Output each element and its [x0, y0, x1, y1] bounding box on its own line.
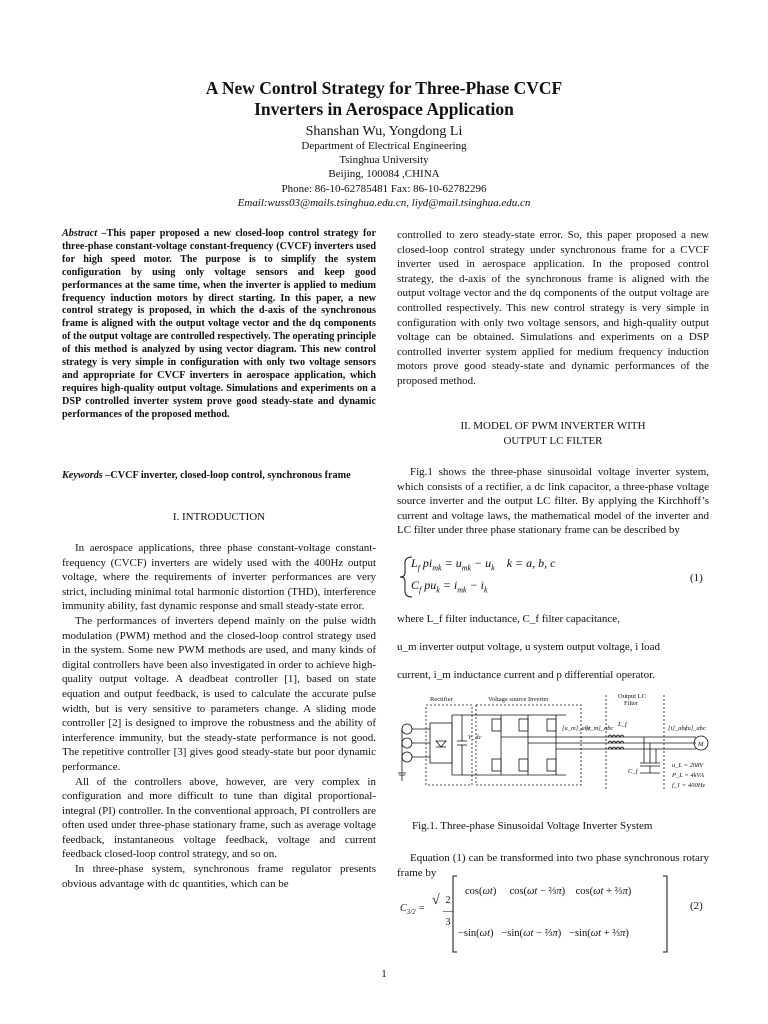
intro-paragraph-4: In three-phase system, synchronous frame regulator presents obvious advantage with dc quantities, which can be — [62, 863, 376, 890]
abstract-text: –This paper proposed a new closed-loop control strategy for three-phase constant-voltage constant-frequency (CVCF) inverters used for high speed motor. The purpose is to simplify the system configuration by using only voltage sensors and keep good performances at the same time, when the inverter is applied to medium frequency induction motors by direct starting. In this paper, a new control strategy is proposed, in which the d-axis of the synchronous frame is aligned with the output voltage vector and the dq components of the output voltage are controlled respectively. The operating principle of this method is analyzed by using vector diagram. This new control strategy is very simple in configuration with only two voltage sensors and appropriate for CVCF inverters in aerospace application, which requires high-quality output voltage. Simulations and experiments on a DSP controlled inverter system prove good steady-state and dynamic performances of the proposed method. — [62, 228, 376, 420]
label-cf: C_f — [628, 768, 638, 775]
university: Tsinghua University — [339, 154, 429, 166]
where-line-2: u_m inverter output voltage, u system output voltage, i load — [397, 641, 661, 653]
label-u: [u]_abc — [685, 725, 706, 732]
phone-fax: Phone: 86-10-62785481 Fax: 86-10-62782296 — [281, 183, 487, 195]
authors: Shanshan Wu, Yongdong Li — [305, 124, 463, 139]
rectifier-bridge — [430, 723, 452, 763]
symbol-definitions — [397, 605, 709, 689]
equation-1-line-2: $C_f$ $pu_k = i_{mk} - i_k$ — [411, 578, 488, 595]
right-paragraph-1: controlled to zero steady-state error. So, this paper proposed a new closed-loop control strategy under synchronous frame for a CVCF inverter used in aerospace application. In the proposed control strategy, the d-axis of the synchronous frame is aligned with the output voltage vector and the dq components of the output voltage are controlled respectively. This new control strategy is very simple in configuration with only two voltage sensors, and high-quality output voltage can be obtained. Simulations and experiments on a DSP controlled inverter system applied for medium frequency induction motors prove good steady-state and dynamic performances of the proposed method. — [397, 229, 709, 387]
spec-voltage: u_L = 208V — [672, 762, 704, 769]
ac-source-a — [402, 724, 412, 734]
paper-title — [0, 78, 768, 120]
intro-body — [62, 541, 376, 891]
label-im: [i_m]_abc — [586, 725, 614, 732]
where-line-3: current, i_m inductance current and p differential operator. — [397, 669, 655, 681]
equation-2-sqrt: √ — [432, 893, 440, 908]
equation-1-line-1: $L_f$ $pi_{mk} = u_{mk} - u_k$ k = a, b, c — [411, 556, 556, 573]
intro-paragraph-2: The performances of inverters depend mainly on the pulse width modulation (PWM) method and the closed-loop control strategy used in the system. Some new PWM methods are used, and many kinds of digital controllers have been also investigated in order to achieve high-quality output voltage. A deadbeat controller [1], based on state equation and output feedback, is used to calculate the accurate pulse width, but is very sensitive to parameters change. A sliding mode controller [2] is designed to improve the robustness and the ability of interference immunity, but the steady-state performance is not good. The repetitive controller [3] gives good steady-state but poor dynamic performance. — [62, 614, 376, 773]
label-lf: L_f — [618, 721, 627, 728]
title-line-1: A New Control Strategy for Three-Phase CVCF — [205, 78, 563, 98]
intro-paragraph-1: In aerospace applications, three phase constant-voltage constant-frequency (CVCF) inverters are widely used with the 400Hz output voltage, where the requirements of inverter performances are very strict, including minimal total harmonic distortion (THD), interference immunity ability, fast dynamic response and small steady-state error. — [62, 542, 376, 613]
email: Email:wuss03@mails.tsinghua.edu.cn, liyd@mail.tsinghua.edu.cn — [237, 197, 531, 209]
ac-source-b — [402, 738, 412, 748]
label-rectifier: Rectifier — [430, 696, 453, 703]
equation-1-number: (1) — [690, 572, 703, 584]
intro-heading: I. INTRODUCTION — [172, 511, 266, 523]
keywords — [62, 470, 376, 483]
intro-paragraph-3: All of the controllers above, however, are very complex in configuration and more difficult to tune than digital proportional-integral (PI) controller. In the conventional approach, PI controllers are often used under three-phase stationary frame, such as average voltage feedback, instantaneous voltage feedback, voltage and current feedback closed-loop control strategy, and so on. — [62, 775, 376, 861]
figure-1-circuit — [396, 691, 714, 809]
label-lc-filter-2: Filter — [624, 700, 639, 707]
label-vsi: Voltage source Inverter — [488, 696, 549, 703]
section2-heading — [397, 419, 709, 448]
ac-source-c — [402, 752, 412, 762]
equation-2-row-1: cos(ωt) cos(ωt − ⅔π) cos(ωt + ⅔π) — [465, 886, 632, 897]
section2-heading-line-1: II. MODEL OF PWM INVERTER WITH — [460, 420, 646, 432]
where-line-1: where L_f filter inductance, C_f filter capacitance, — [397, 613, 620, 625]
spec-power: P_L = 4kVA — [672, 772, 704, 779]
label-um: [u_m]_abc — [562, 725, 591, 732]
keywords-text: –CVCF inverter, closed-loop control, synchronous frame — [102, 470, 351, 481]
equation-2-fraction: 2 — 3 — [443, 895, 453, 928]
equation-2-row-2: −sin(ωt) −sin(ωt − ⅔π) −sin(ωt + ⅔π) — [458, 928, 629, 939]
label-vdc: V_dc — [468, 734, 482, 741]
abstract-label: Abstract — [62, 228, 98, 239]
right-paragraph-3: Equation (1) can be transformed into two phase synchronous rotary frame by — [397, 852, 709, 879]
section2-heading-line-2: OUTPUT LC FILTER — [503, 434, 603, 447]
inverter-box — [476, 705, 581, 785]
equation-2-lhs: $C_{3/2}$ = — [400, 903, 425, 916]
label-lc-filter-1: Output LC — [618, 693, 646, 700]
figure-1-caption: Fig.1. Three-phase Sinusoidal Voltage Inverter System — [412, 820, 653, 832]
city: Beijing, 100084 ,CHINA — [328, 168, 440, 180]
label-motor: M — [698, 741, 704, 748]
abstract — [62, 228, 376, 422]
department: Department of Electrical Engineering — [301, 140, 467, 152]
spec-frequency: f_1 = 400Hz — [672, 782, 705, 789]
title-line-2: Inverters in Aerospace Application — [254, 99, 514, 119]
page-number: 1 — [381, 968, 387, 980]
label-i: [i]_abc — [668, 725, 688, 732]
keywords-label: Keywords — [62, 470, 103, 481]
equation-2-number: (2) — [690, 900, 703, 912]
right-paragraph-2: Fig.1 shows the three-phase sinusoidal voltage inverter system, which consists of a rectifier, a dc link capacitor, a three-phase voltage source inverter and the output LC filter. By applying the Kirchhoff’s current and voltage laws, the mathematical model of the inverter and LC filter under three phase stationary frame can be described by — [397, 466, 709, 537]
